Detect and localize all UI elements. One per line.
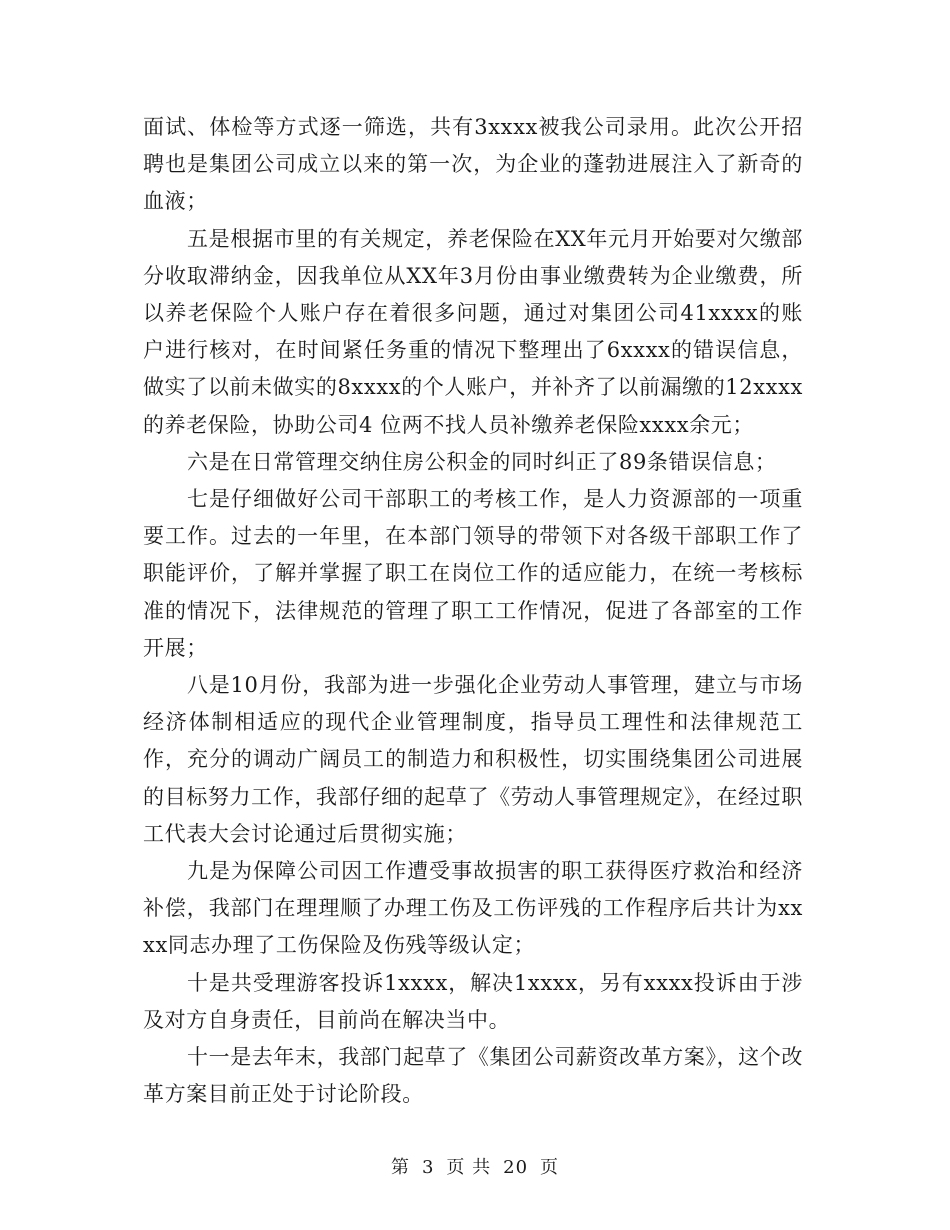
footer-current-page: 3: [421, 1157, 435, 1178]
paragraph-item-6: 六是在日常管理交纳住房公积金的同时纠正了89条错误信息；: [187, 449, 777, 474]
document-body: [143, 109, 803, 1113]
paragraph-item-8: 八是10月份，我部为进一步强化企业劳动人事管理，建立与市场经济体制相适应的现代企业管理制度，指导员工理性和法律规范工作，充分的调动广阔员工的制造力和积极性，切实围绕集团公司进展的目标努力工作，我部仔细的起草了《劳动人事管理规定》，在经过职工代表大会讨论通过后贯彻实施；: [143, 673, 803, 846]
footer-suffix: 页: [540, 1157, 560, 1178]
footer-middle: 页 共: [446, 1157, 492, 1178]
paragraph-continuation: 面试、体检等方式逐一筛选，共有3xxxx被我公司录用。此次公开招聘也是集团公司成立以来的第一次，为企业的蓬勃进展注入了新奇的血液；: [143, 115, 803, 214]
paragraph-item-5: 五是根据市里的有关规定，养老保险在XX年元月开始要对欠缴部分收取滞纳金，因我单位从XX年3月份由事业缴费转为企业缴费，所以养老保险个人账户存在着很多问题，通过对集团公司41xxxx的账户进行核对，在时间紧任务重的情况下整理出了6xxxx的错误信息，做实了以前未做实的8xxxx的个人账户，并补齐了以前漏缴的12xxxx的养老保险，协助公司4 位两不找人员补缴养老保险xxxx余元；: [143, 226, 803, 437]
paragraph-item-10: 十是共受理游客投诉1xxxx，解决1xxxx，另有xxxx投诉由于涉及对方自身责任，目前尚在解决当中。: [143, 970, 803, 1032]
paragraph-item-11: 十一是去年末，我部门起草了《集团公司薪资改革方案》，这个改革方案目前正处于讨论阶段。: [143, 1045, 803, 1107]
paragraph-item-7: 七是仔细做好公司干部职工的考核工作，是人力资源部的一项重要工作。过去的一年里，在本部门领导的带领下对各级干部职工作了职能评价，了解并掌握了职工在岗位工作的适应能力，在统一考核标准的情况下，法律规范的管理了职工工作情况，促进了各部室的工作开展；: [143, 487, 803, 660]
footer-prefix: 第: [390, 1157, 410, 1178]
paragraph-item-9: 九是为保障公司因工作遭受事故损害的职工获得医疗救治和经济补偿，我部门在理理顺了办理工伤及工伤评残的工作程序后共计为xxxx同志办理了工伤保险及伤残等级认定；: [143, 859, 803, 958]
page-footer: [0, 1153, 950, 1179]
footer-total-pages: 20: [503, 1157, 529, 1178]
